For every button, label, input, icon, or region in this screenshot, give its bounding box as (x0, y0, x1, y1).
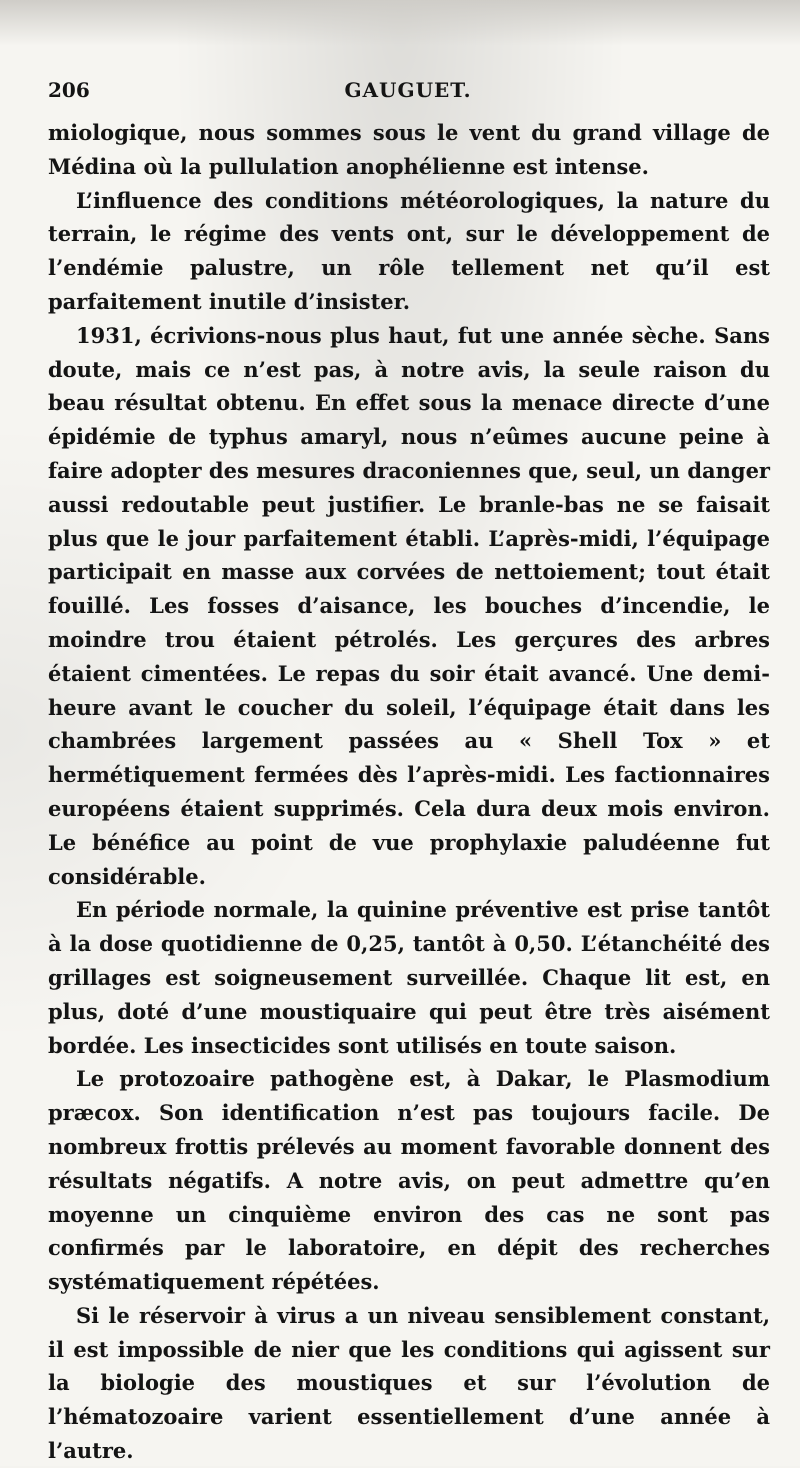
paragraph: Le protozoaire pathogène est, à Dakar, le Plasmodium præcox. Son identification n’est pas toujours facile. De nombreux frottis prélevés au moment favorable donnent des résultats négatifs. A notre avis, on peut admettre qu’en moyenne un cinquième environ des cas ne sont pas confirmés par le laboratoire, en dépit des recherches systématiquement répétées. (48, 1066, 770, 1295)
paragraph: Si le réservoir à virus a un niveau sensiblement constant, il est impossible de nier que les conditions qui agissent sur la biologie des moustiques et sur l’évolution de l’hématozoaire varient essentiellement d’une année à l’autre. (48, 1302, 770, 1464)
page-number: 206 (48, 78, 90, 102)
paragraph: En période normale, la quinine préventive est prise tantôt à la dose quotidienne de 0,25, tantôt à 0,50. L’étanchéité des grillages est soigneusement surveillée. Chaque lit est, en plus, doté d’une moustiquaire qui peut être très aisément bordée. Les insecticides sont utilisés en toute saison. (48, 897, 770, 1058)
paragraph: 1931, écrivions-nous plus haut, fut une année sèche. Sans doute, mais ce n’est pas, à notre avis, la seule raison du beau résultat obtenu. En effet sous la menace directe d’une épidémie de typhus amaryl, nous n’eûmes aucune peine à faire adopter des mesures draconiennes que, seul, un danger aussi redoutable peut justifier. Le branle-bas ne se faisait plus que le jour parfaitement établi. L’après-midi, l’équipage participait en masse aux corvées de nettoiement; tout était fouillé. Les fosses d’aisance, les bouches d’incendie, le moindre trou étaient pétrolés. Les gerçures des arbres étaient cimentées. Le repas du soir était avancé. Une demi-heure avant le coucher du soleil, l’équipage était dans les chambrées largement passées au « Shell Tox » et hermétiquement fermées dès l’après-midi. Les factionnaires européens étaient supprimés. Cela dura deux mois environ. Le bénéfice au point de vue prophylaxie paludéenne fut considérable. (48, 322, 770, 889)
paragraph: L’influence des conditions météorologiques, la nature du terrain, le régime des vents ont, sur le développement de l’endémie palustre, un rôle tellement net qu’il est parfaitement inutile d’insister. (48, 187, 770, 314)
paragraph-continued: miologique, nous sommes sous le vent du grand village de Médina où la pullulation anophélienne est intense. (48, 120, 770, 179)
running-head: GAUGUET. (344, 78, 472, 102)
page-top-shadow (0, 0, 800, 46)
body-text (48, 116, 770, 1468)
page-header (48, 78, 768, 110)
